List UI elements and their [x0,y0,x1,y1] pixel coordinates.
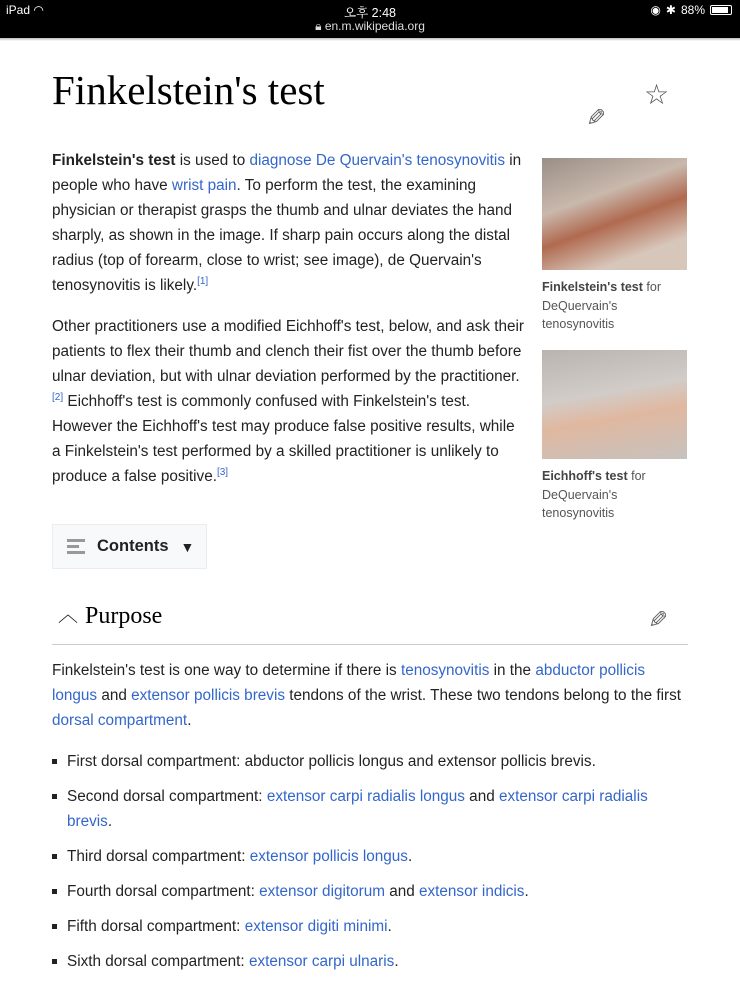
wiki-link[interactable]: extensor carpi ulnaris [248,953,395,970]
battery-icon [710,5,732,15]
text: . To perform the test, the examining physician or therapist grasps the thumb and ulnar deviates the hand sharply, as shown in the image. If sharp pain occurs along the distal radius (top of forearm, close to wrist; see image), de Quervain's tenosynovitis is likely. [52,177,513,294]
text: Second dorsal compartment: [67,788,267,805]
rotation-lock-icon: ◉ [650,3,661,17]
text: . [407,848,413,865]
text: Other practitioners use a modified Eichhoff's test, below, and ask their patients to flex their thumb and clench their fist over the thumb before ulnar deviation, but with ulnar deviation performed by the practitioner. [52,318,524,385]
figure-eichhoff [542,350,687,523]
caption-bold: Eichhoff's test [542,469,628,483]
list-item [52,949,688,974]
citation-link[interactable]: [2] [52,392,64,403]
eichhoff-test-image[interactable] [542,350,687,459]
wiki-link[interactable]: abductor pollicis longus [52,662,645,704]
text: in people who have [52,152,522,194]
figure-caption [542,467,687,523]
wiki-link[interactable]: extensor pollicis brevis [131,687,285,704]
text: in the [489,662,536,679]
contents-label: Contents [97,537,169,555]
purpose-paragraph [52,658,688,733]
wiki-link[interactable]: extensor digitorum [259,883,385,900]
caption-text: for DeQuervain's tenosynovitis [542,280,661,331]
lead-paragraph [52,314,524,489]
wiki-link[interactable]: extensor indicis [419,883,525,900]
text: and [384,883,420,900]
text: Sixth dorsal compartment: [67,953,249,970]
lead-paragraph [52,148,524,298]
watch-star-icon[interactable]: ☆ [644,79,670,110]
device-name: iPad [6,3,31,17]
text: Finkelstein's test is one way to determine if there is [52,662,401,679]
text: Third dorsal compartment: [67,848,250,865]
url-bar[interactable] [0,19,740,34]
chevron-down-icon: ▼ [180,538,195,555]
clock: 오후 2:48 [344,6,396,20]
wiki-link[interactable]: diagnose [249,152,312,169]
text: Fourth dorsal compartment: [67,883,260,900]
status-bar [0,0,740,38]
page-title: Finkelstein's test [52,67,325,113]
figure-caption [542,278,687,334]
lead-section [52,148,524,505]
citation-link[interactable]: [1] [197,276,209,287]
text: and [464,788,499,805]
text: . [387,918,392,935]
citation [52,392,63,403]
compartment-list [52,749,688,974]
citation [217,467,228,478]
text: is used to [175,152,250,169]
contents-list-icon [67,536,85,557]
url-text: en.m.wikipedia.org [324,19,425,33]
wiki-link[interactable]: tenosynovitis [400,662,490,679]
battery-percent: 88% [680,3,705,17]
wiki-link[interactable]: extensor digiti minimi [244,918,388,935]
text: tendons of the wrist. These two tendons belong to the first [285,687,681,704]
wiki-link[interactable]: extensor carpi radialis longus [266,788,465,805]
wiki-link[interactable]: De Quervain's tenosynovitis [315,152,505,169]
contents-toggle[interactable] [52,524,207,569]
caption-bold: Finkelstein's test [542,280,643,294]
wiki-link[interactable]: extensor carpi radialis brevis [67,788,648,830]
figure-finkelstein [542,158,687,334]
bold-text: Finkelstein's test [52,152,176,169]
list-item [52,844,688,869]
citation [197,276,208,287]
text: First dorsal compartment: abductor pollicis longus and extensor pollicis brevis. [67,753,596,770]
text: . [394,953,399,970]
wiki-link[interactable]: extensor pollicis longus [249,848,408,865]
text: Eichhoff's test is commonly confused with Finkelstein's test. However the Eichhoff's test may produce false positive results, while a Finkelstein's test performed by a skilled practitioner is unlikely to produce a false positive. [52,393,515,485]
text: . [187,712,192,729]
text: . [107,813,113,830]
purpose-section [52,658,688,984]
list-item [52,749,688,774]
finkelstein-test-image[interactable] [542,158,687,270]
list-item [52,914,688,939]
lock-icon: 🔒︎ [315,19,322,33]
text: and [97,687,132,704]
section-title: Purpose [85,603,163,629]
chevron-up-icon[interactable]: ︿ [58,604,78,626]
wiki-link[interactable]: dorsal compartment [52,712,188,729]
caption-text: for DeQuervain's tenosynovitis [542,469,646,520]
text: . [524,883,529,900]
edit-section-pencil-icon[interactable]: ✎ [648,607,669,634]
text: Fifth dorsal compartment: [67,918,245,935]
citation-link[interactable]: [3] [216,467,229,478]
wiki-link[interactable]: wrist pain [171,177,237,194]
list-item [52,784,688,834]
edit-pencil-icon[interactable]: ✎ [586,105,607,132]
section-heading-purpose[interactable] [52,598,688,645]
list-item [52,879,688,904]
bluetooth-icon: ✱ [665,3,676,17]
wifi-icon: ◠ [33,3,44,17]
